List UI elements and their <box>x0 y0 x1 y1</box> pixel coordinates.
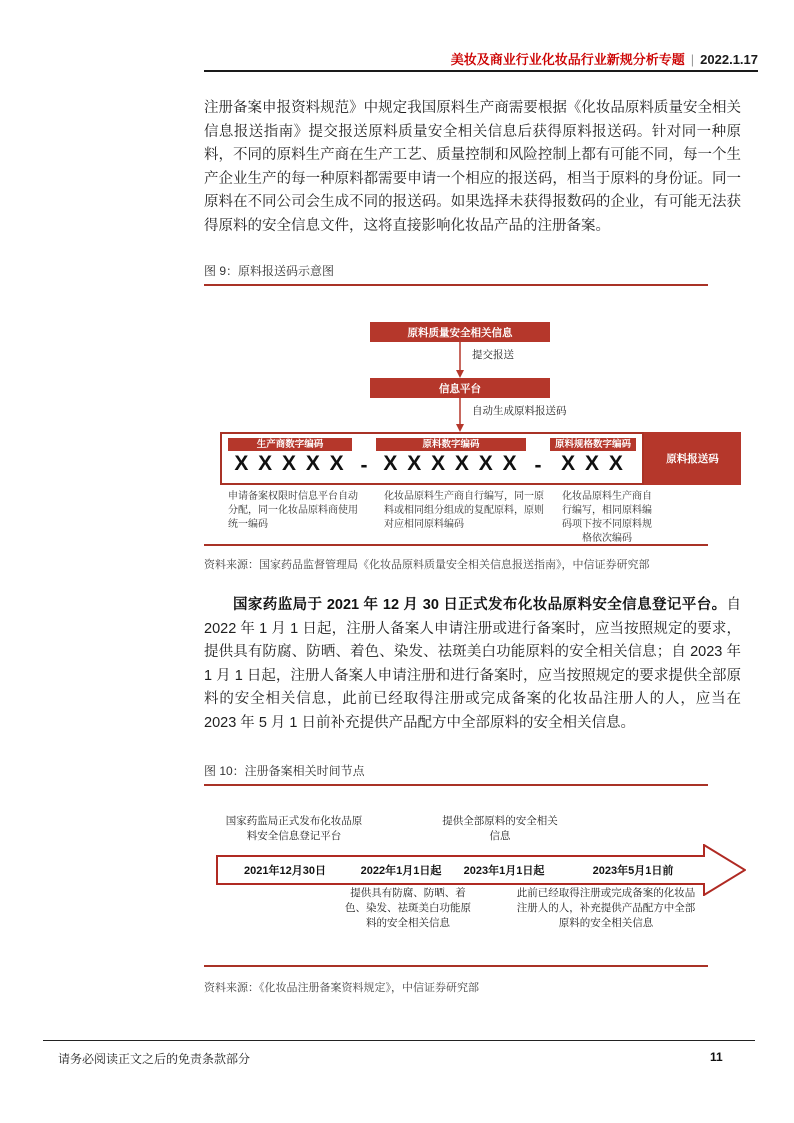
report-date: 2022.1.17 <box>700 52 758 67</box>
down-arrow-icon <box>455 342 465 383</box>
page-header <box>451 49 758 68</box>
header-rule <box>204 70 758 72</box>
report-topic-title: 美妆及商业行业化妆品行业新规分析专题 <box>450 52 685 67</box>
footer-disclaimer: 请务必阅读正文之后的免责条款部分 <box>58 1052 251 1066</box>
timeline-label-below: 此前已经取得注册或完成备案的化妆品注册人的人，补充提供产品配方中全部原料的安全相关信息 <box>516 887 696 929</box>
header-separator: | <box>690 52 695 67</box>
segment-label: 原料规格数字编码 <box>550 438 636 451</box>
figure9-bottom-rule <box>204 544 708 546</box>
segment-code: X X X <box>561 452 625 475</box>
segment-label: 生产商数字编码 <box>228 438 352 451</box>
timeline-label-below: 提供具有防腐、防晒、着色、染发、祛斑美白功能原料的安全相关信息 <box>345 887 471 929</box>
result-code-box: 原料报送码 <box>644 432 741 485</box>
arrow-label-generate-code: 自动生成原料报送码 <box>472 405 567 417</box>
code-segment-spec <box>550 438 636 481</box>
figure10-source: 资料来源：《化妆品注册备案资料规定》，中信证券研究部 <box>204 982 479 994</box>
timeline-date: 2022年1月1日起 <box>360 865 442 877</box>
code-segment-producer <box>228 438 352 481</box>
figure9-diagram <box>204 286 741 544</box>
timeline-date: 2021年12月30日 <box>244 865 326 877</box>
body-paragraph-1: 注册备案申报资料规范》中规定我国原料生产商需要根据《化妆品原料质量安全相关信息报送指南》提交报送原料质量安全相关信息后获得原料报送码。针对同一种原料，不同的原料生产商在生产工艺、质量控制和风险控制上都有可能不同，每一个生产企业生产的每一种原料都需要申请一个相应的报送码，相当于原料的身份证。同一原料在不同公司会生成不同的报送码。如果选择未获得报数码的企业，有可能无法获得原料的安全信息文件，这将直接影响化妆品产品的注册备案。 <box>204 100 741 234</box>
figure9-source: 资料来源：国家药品监督管理局《化妆品原料质量安全相关信息报送指南》，中信证券研究部 <box>204 559 650 571</box>
figure10-caption: 图 10：注册备案相关时间节点 <box>204 764 365 778</box>
report-code-box <box>220 432 644 485</box>
timeline-date: 2023年1月1日起 <box>463 865 545 877</box>
code-note: 申请备案权限时信息平台自动分配，同一化妆品原料商使用统一编码 <box>228 491 358 530</box>
flow-box-raw-material-info: 原料质量安全相关信息 <box>370 322 550 342</box>
segment-label: 原料数字编码 <box>376 438 526 451</box>
code-note: 化妆品原料生产商自行编写，相同原料编码项下按不同原料规格依次编码 <box>562 491 652 544</box>
segment-code: X X X X X X <box>383 452 519 475</box>
arrow-label-submit: 提交报送 <box>472 349 514 361</box>
paragraph2-body: 自 2022 年 1 月 1 日起，注册人备案人申请注册或进行备案时，应当按照规定的要求，提供具有防腐、防晒、着色、染发、祛斑美白功能原料的安全相关信息；自 2023 年 1 月 1 日起，注册人备案人申请注册和进行备案时，应当按照规定的要求提供全部原料的安全相关信息，此前已经取得注册或完成备案的化妆品注册人的人，应当在 2023 年 5 月 1 日前补充提供产品配方中全部原料的安全相关信息。 <box>204 597 741 731</box>
code-note: 化妆品原料生产商自行编写，同一原料或相同组分组成的复配原料，原则对应相同原料编码 <box>384 491 544 530</box>
paragraph2-lead: 国家药监局于 2021 年 12 月 30 日正式发布化妆品原料安全信息登记平台。 <box>233 597 727 613</box>
timeline-label-above: 国家药监局正式发布化妆品原料安全信息登记平台 <box>225 815 363 842</box>
code-dash: - <box>534 454 542 477</box>
code-dash: - <box>360 454 368 477</box>
timeline-date: 2023年5月1日前 <box>592 865 674 877</box>
page-number: 11 <box>710 1050 723 1064</box>
flow-box-info-platform: 信息平台 <box>370 378 550 398</box>
figure9-caption: 图 9：原料报送码示意图 <box>204 264 335 278</box>
timeline-label-above: 提供全部原料的安全相关信息 <box>442 815 558 842</box>
code-segment-material <box>376 438 526 481</box>
figure10-bottom-rule <box>204 965 708 967</box>
footer-rule <box>43 1040 755 1041</box>
body-paragraph-2 <box>204 594 741 735</box>
segment-code: X X X X X <box>234 452 346 475</box>
figure10-timeline <box>204 786 741 965</box>
